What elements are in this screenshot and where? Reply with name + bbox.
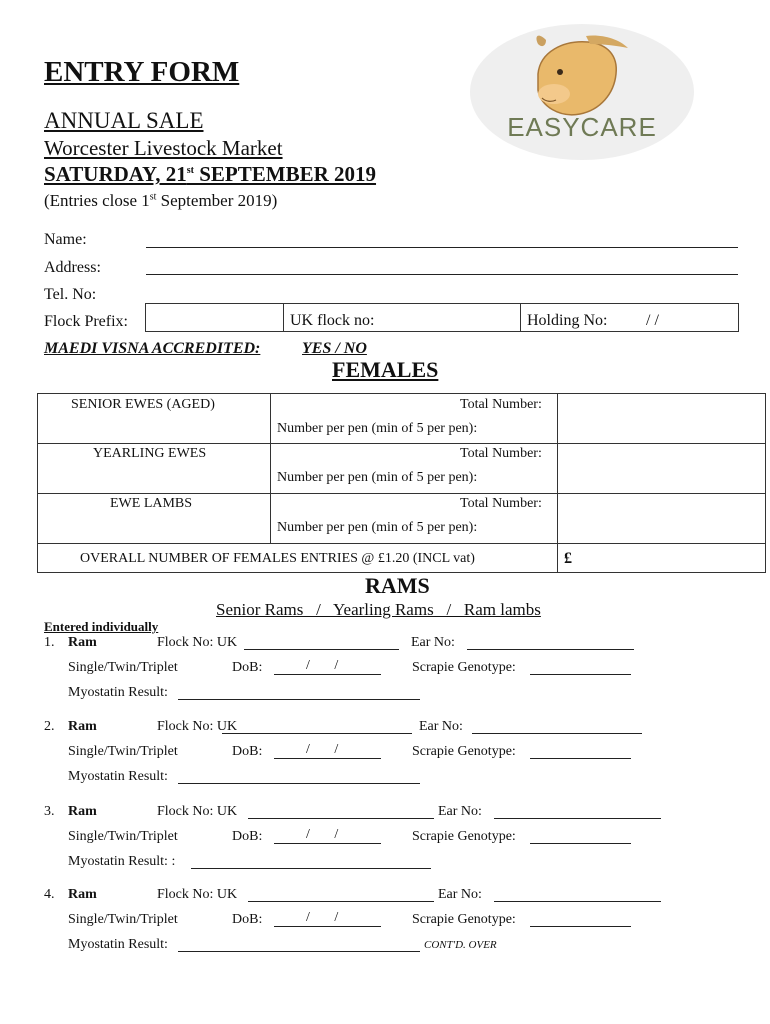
- ear-no-label: Ear No:: [438, 887, 482, 902]
- flock-no-label: Flock No: UK: [157, 887, 238, 902]
- name-field[interactable]: [146, 247, 738, 248]
- scrapie-field[interactable]: [530, 912, 631, 927]
- birth-type[interactable]: Single/Twin/Triplet: [68, 744, 178, 759]
- ear-no-label: Ear No:: [419, 719, 463, 734]
- ewe-lambs-input[interactable]: [558, 494, 764, 543]
- ram-number: 4.: [44, 887, 55, 902]
- birth-type[interactable]: Single/Twin/Triplet: [68, 912, 178, 927]
- ear-no-field[interactable]: [494, 887, 661, 902]
- dob-separators: / /: [306, 910, 339, 925]
- myostatin-label: Myostatin Result:: [68, 685, 168, 700]
- scrapie-field[interactable]: [530, 829, 631, 844]
- myostatin-field[interactable]: [178, 937, 420, 952]
- total-number-label: Total Number:: [460, 446, 542, 461]
- scrapie-field[interactable]: [530, 660, 631, 675]
- flock-no-label: Flock No: UK: [157, 719, 238, 734]
- sale-date: SATURDAY, 21st SEPTEMBER 2019: [44, 162, 377, 186]
- cell-divider: [283, 304, 284, 331]
- flock-details-box: [145, 303, 739, 332]
- scrapie-field[interactable]: [530, 744, 631, 759]
- myostatin-field[interactable]: [191, 854, 431, 869]
- scrapie-label: Scrapie Genotype:: [412, 829, 516, 844]
- flock-prefix-label: Flock Prefix:: [44, 313, 128, 330]
- ram-types: Senior Rams / Yearling Rams / Ram lambs: [216, 600, 541, 619]
- per-pen-label: Number per pen (min of 5 per pen):: [277, 470, 478, 485]
- ram-number: 2.: [44, 719, 55, 734]
- myostatin-label: Myostatin Result: :: [68, 854, 176, 869]
- flock-no-label: Flock No: UK: [157, 635, 238, 650]
- holding-separators: / /: [646, 312, 659, 329]
- ear-no-label: Ear No:: [438, 804, 482, 819]
- market-name: Worcester Livestock Market: [44, 136, 283, 160]
- ram-number: 1.: [44, 635, 55, 650]
- myostatin-field[interactable]: [178, 685, 420, 700]
- entered-individually: Entered individually: [44, 619, 159, 634]
- dob-separators: / /: [306, 827, 339, 842]
- currency-symbol[interactable]: £: [564, 550, 572, 567]
- address-label: Address:: [44, 259, 101, 276]
- females-table: [37, 393, 766, 573]
- flock-no-field[interactable]: [222, 719, 412, 734]
- rams-heading: RAMS: [365, 573, 430, 598]
- flock-no-label: Flock No: UK: [157, 804, 238, 819]
- col-divider: [270, 394, 271, 543]
- row-divider: [38, 543, 765, 544]
- easycare-logo: [468, 22, 696, 162]
- ear-no-field[interactable]: [472, 719, 642, 734]
- dob-separators: / /: [306, 742, 339, 757]
- yearling-ewes-input[interactable]: [558, 444, 764, 493]
- ram-label: Ram: [68, 804, 97, 819]
- myostatin-field[interactable]: [178, 769, 420, 784]
- per-pen-label: Number per pen (min of 5 per pen):: [277, 421, 478, 436]
- myostatin-label: Myostatin Result:: [68, 937, 168, 952]
- dob-label: DoB:: [232, 744, 263, 759]
- flock-no-field[interactable]: [244, 635, 399, 650]
- total-number-label: Total Number:: [460, 397, 542, 412]
- flock-no-field[interactable]: [248, 887, 434, 902]
- per-pen-label: Number per pen (min of 5 per pen):: [277, 520, 478, 535]
- holding-label: Holding No:: [527, 312, 608, 329]
- dob-separators: / /: [306, 658, 339, 673]
- flock-no-field[interactable]: [248, 804, 434, 819]
- dob-label: DoB:: [232, 829, 263, 844]
- dob-label: DoB:: [232, 912, 263, 927]
- senior-ewes-input[interactable]: [558, 394, 764, 443]
- scrapie-label: Scrapie Genotype:: [412, 744, 516, 759]
- sale-title: ANNUAL SALE: [44, 108, 204, 133]
- ram-label: Ram: [68, 887, 97, 902]
- total-number-label: Total Number:: [460, 496, 542, 511]
- ear-no-field[interactable]: [494, 804, 661, 819]
- maedi-options[interactable]: YES / NO: [302, 340, 367, 357]
- address-field[interactable]: [146, 274, 738, 275]
- cell-divider: [520, 304, 521, 331]
- overall-females-label: OVERALL NUMBER OF FEMALES ENTRIES @ £1.20 (INCL vat): [80, 551, 475, 566]
- females-heading: FEMALES: [332, 357, 439, 382]
- ear-no-field[interactable]: [467, 635, 634, 650]
- maedi-label: MAEDI VISNA ACCREDITED:: [44, 340, 261, 357]
- ear-no-label: Ear No:: [411, 635, 455, 650]
- myostatin-label: Myostatin Result:: [68, 769, 168, 784]
- ram-label: Ram: [68, 719, 97, 734]
- svg-text:EASYCARE: EASYCARE: [507, 112, 657, 142]
- name-label: Name:: [44, 231, 87, 248]
- entries-close-note: (Entries close 1st September 2019): [44, 191, 278, 210]
- continued-note: CONT'D. OVER: [424, 939, 497, 951]
- tel-label: Tel. No:: [44, 286, 97, 303]
- female-category: YEARLING EWES: [93, 446, 207, 461]
- form-title: ENTRY FORM: [44, 56, 240, 88]
- ram-number: 3.: [44, 804, 55, 819]
- birth-type[interactable]: Single/Twin/Triplet: [68, 660, 178, 675]
- female-category: SENIOR EWES (AGED): [71, 397, 215, 412]
- scrapie-label: Scrapie Genotype:: [412, 660, 516, 675]
- birth-type[interactable]: Single/Twin/Triplet: [68, 829, 178, 844]
- ram-label: Ram: [68, 635, 97, 650]
- female-category: EWE LAMBS: [110, 496, 193, 511]
- dob-label: DoB:: [232, 660, 263, 675]
- scrapie-label: Scrapie Genotype:: [412, 912, 516, 927]
- uk-flock-label: UK flock no:: [290, 312, 375, 329]
